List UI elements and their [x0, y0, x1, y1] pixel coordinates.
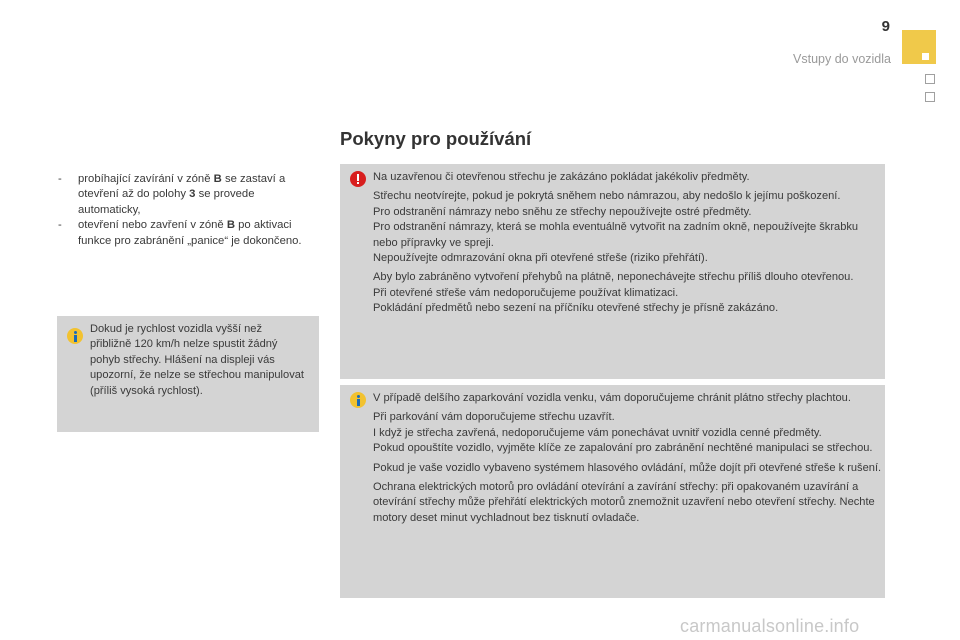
warning-paragraph: Střechu neotvírejte, pokud je pokrytá sněhem nebo námrazou, aby nedošlo k jejímu poškození. Pro odstranění námrazy nebo sněhu ze střechy nepoužívejte ostré předměty. Pro odstranění námrazy, která se mohla eventuálně vytvořit na zadním okně, nepoužívejte škrabku nebo přípravky ve spreji. Nepoužívejte odmrazování okna při otevřené střeše (riziko přehřátí).	[373, 190, 859, 265]
info-icon	[350, 392, 366, 408]
chapter-tab-empty	[925, 92, 935, 102]
info-text: Dokud je rychlost vozidla vyšší než přibližně 120 km/h nelze spustit žádný pohyb střechy. Hlášení na displeji vás upozorní, že nelze se střechou manipulovat (příliš vysoká rychlost).	[90, 323, 304, 397]
bullet-text: probíhající zavírání v zóně	[78, 173, 214, 185]
info-paragraph: V případě delšího zaparkování vozidla venku, vám doporučujeme chránit plátno střechy plachtou.	[373, 392, 851, 404]
section-title: Pokyny pro používání	[340, 128, 532, 149]
warning-text	[373, 170, 883, 321]
chapter-tab-empty	[925, 74, 935, 84]
bullet-bold: B	[213, 173, 222, 185]
warning-box	[340, 164, 885, 379]
warning-paragraph: Aby bylo zabráněno vytvoření přehybů na plátně, neponechávejte střechu příliš dlouho otevřenou. Při otevřené střeše vám nedoporučujeme používat klimatizaci. Pokládání předmětů nebo sezení na příčníku otevřené střechy je přísně zakázáno.	[373, 271, 854, 315]
bullet-dash: -	[58, 173, 62, 185]
info-box-parking	[340, 385, 885, 598]
chapter-title: Vstupy do vozidla	[793, 52, 891, 66]
info-text	[373, 391, 883, 530]
bullet-text: se provede automaticky,	[78, 188, 255, 216]
info-paragraph: Ochrana elektrických motorů pro ovládání otevírání a zavírání střechy: při opakovaném uzavírání a otevírání střechy může přehřátí elektrických motorů znemožnit uzavření nebo otevření střechy. Nechte motory deset minut vychladnout bez tisknutí ovladače.	[373, 481, 875, 524]
bullet-dash: -	[58, 219, 62, 232]
info-icon	[67, 328, 83, 344]
bullet-text: po aktivaci funkce pro zabránění „panice“ je dokončeno.	[78, 219, 302, 247]
info-paragraph: Pokud je vaše vozidlo vybaveno systémem hlasového ovládání, může dojít při otevřené střeše k rušení.	[373, 461, 882, 474]
info-box-speed	[57, 316, 319, 432]
info-paragraph: Při parkování vám doporučujeme střechu uzavřít. I když je střecha zavřená, nedoporučujeme vám ponechávat uvnitř vozidla cenné předměty. Pokud opouštíte vozidlo, vyjměte klíče ze zapalování pro zabránění nechtěné manipulaci se střechou.	[373, 411, 873, 455]
watermark: carmanualsonline.info	[680, 616, 860, 636]
bullet-bold: 3	[189, 188, 196, 201]
tab-marker	[922, 53, 929, 60]
bullet-text: otevření nebo zavření v zóně	[78, 219, 227, 232]
warning-icon	[350, 171, 366, 187]
chapter-tab	[902, 30, 936, 64]
page-number: 9	[881, 18, 890, 35]
bullet-item	[58, 218, 320, 249]
warning-paragraph: Na uzavřenou či otevřenou střechu je zakázáno pokládat jakékoliv předměty.	[373, 171, 750, 183]
bullet-list	[58, 172, 320, 249]
bullet-bold: B	[226, 219, 236, 232]
bullet-text: se zastaví a otevření až do polohy	[78, 173, 286, 201]
bullet-item	[58, 172, 320, 218]
